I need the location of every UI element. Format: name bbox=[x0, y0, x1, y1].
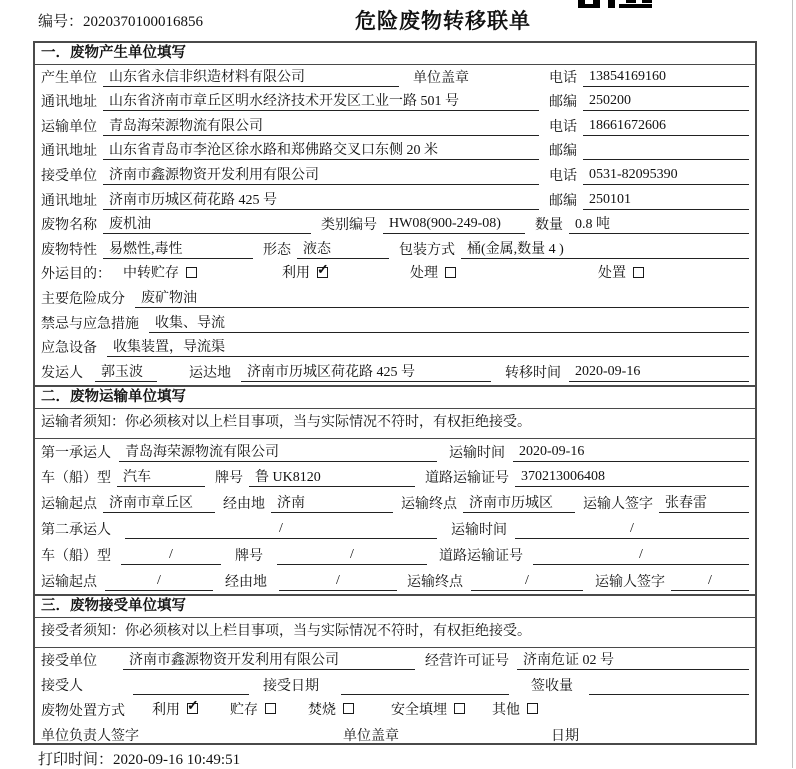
disposal-option-0-label: 利用 bbox=[152, 702, 180, 718]
accept-date-label: 接受日期 bbox=[263, 678, 319, 694]
road-license2-label: 道路运输证号 bbox=[439, 548, 523, 564]
taboo-measures-label: 禁忌与应急措施 bbox=[41, 316, 139, 332]
producer-value: 山东省永信非织造材料有限公司 bbox=[103, 66, 399, 87]
section-producer-title: 一．废物产生单位填写 bbox=[35, 43, 755, 65]
section-receiver bbox=[35, 594, 755, 746]
transfer-time-label: 转移时间 bbox=[505, 365, 561, 381]
road-license2-value: / bbox=[533, 547, 749, 565]
destination-value: 济南市历城区荷花路 425 号 bbox=[241, 361, 491, 382]
shipper-row bbox=[35, 360, 755, 385]
print-time bbox=[38, 748, 240, 769]
purpose-option-3-label: 处置 bbox=[598, 266, 626, 282]
transporter-label: 运输单位 bbox=[41, 119, 97, 135]
terminus-label: 运输终点 bbox=[401, 497, 457, 513]
purpose-option-1-label: 利用 bbox=[282, 266, 310, 282]
quantity-value: 0.8 吨 bbox=[569, 213, 749, 234]
via2-value: / bbox=[279, 573, 397, 591]
purpose-option-0 bbox=[123, 262, 197, 282]
carrier2-signature-label: 运输人签字 bbox=[595, 574, 665, 590]
section-transporter bbox=[35, 385, 755, 594]
packing-value: 桶(金属,数量 4 ) bbox=[461, 238, 749, 259]
waste-form-value: 液态 bbox=[297, 238, 389, 259]
accepting-unit-value: 济南市鑫源物资开发利用有限公司 bbox=[123, 649, 415, 670]
unit-seal-label: 单位盖章 bbox=[413, 70, 469, 86]
category-code-label: 类别编号 bbox=[321, 218, 377, 234]
disposal-method-row bbox=[35, 698, 755, 723]
disposal-checkbox-0[interactable] bbox=[187, 703, 198, 714]
producer-label: 产生单位 bbox=[41, 70, 97, 86]
producer-address-row bbox=[35, 90, 755, 115]
disposal-option-1-label: 贮存 bbox=[230, 702, 258, 718]
acceptor-label: 接受人 bbox=[41, 678, 83, 694]
vehicle2-type-value: / bbox=[121, 547, 221, 565]
transporter-row bbox=[35, 114, 755, 139]
hazard-components-label: 主要危险成分 bbox=[41, 291, 125, 307]
producer-address-value: 山东省济南市章丘区明水经济技术开发区工业一路 501 号 bbox=[103, 90, 539, 111]
origin-value: 济南市章丘区 bbox=[103, 492, 215, 513]
disposal-checkbox-4[interactable] bbox=[527, 703, 538, 714]
carrier2-signature-value: / bbox=[671, 573, 749, 591]
disposal-option-3 bbox=[391, 699, 465, 719]
origin2-value: / bbox=[105, 573, 213, 591]
receiver-notice: 接受者须知：你必须核对以上栏目事项，当与实际情况不符时，有权拒绝接受。 bbox=[35, 618, 755, 648]
purpose-option-3 bbox=[598, 262, 644, 282]
disposal-option-4 bbox=[492, 699, 538, 719]
carrier2-label: 第二承运人 bbox=[41, 522, 111, 538]
producer-zip-label: 邮编 bbox=[549, 95, 577, 111]
carrier-signature-value: 张春雷 bbox=[659, 492, 749, 513]
transporter-address-value: 山东省青岛市李沧区徐水路和郑佛路交叉口东侧 20 米 bbox=[103, 139, 539, 160]
taboo-measures-row bbox=[35, 311, 755, 336]
category-code-value: HW08(900-249-08) bbox=[383, 216, 525, 234]
producer-phone-value: 13854169160 bbox=[583, 69, 749, 87]
carrier2-time-label: 运输时间 bbox=[451, 522, 507, 538]
serial-value: 2020370100016856 bbox=[83, 14, 204, 30]
carrier2-time-value: / bbox=[515, 521, 749, 539]
waste-traits-row bbox=[35, 237, 755, 262]
carrier2-value: / bbox=[125, 521, 437, 539]
viewer-edge-line bbox=[792, 0, 793, 768]
print-time-label: 打印时间： bbox=[38, 752, 114, 768]
carrier2-vehicle-row bbox=[35, 542, 755, 568]
carrier1-time-label: 运输时间 bbox=[449, 445, 505, 461]
purpose-option-2-label: 处理 bbox=[410, 266, 438, 282]
qr-code-fragment-icon bbox=[578, 0, 654, 8]
producer-address-label: 通讯地址 bbox=[41, 95, 97, 111]
receiver-zip-value: 250101 bbox=[583, 192, 749, 210]
disposal-checkbox-3[interactable] bbox=[454, 703, 465, 714]
accepting-unit-label: 接受单位 bbox=[41, 653, 97, 669]
permit-number-value: 济南危证 02 号 bbox=[517, 649, 749, 670]
waste-traits-label: 废物特性 bbox=[41, 242, 97, 258]
transfer-time-value: 2020-09-16 bbox=[569, 364, 749, 382]
road-license-label: 道路运输证号 bbox=[425, 471, 509, 487]
transfer-purpose-row bbox=[35, 262, 755, 287]
page-title: 危险废物转移联单 bbox=[355, 9, 531, 33]
transporter-value: 青岛海荣源物流有限公司 bbox=[103, 115, 539, 136]
section-receiver-title: 三．废物接受单位填写 bbox=[35, 596, 755, 618]
date-value bbox=[589, 727, 749, 745]
manager-signature-value bbox=[197, 727, 329, 745]
destination-label: 运达地 bbox=[189, 365, 231, 381]
receiver-address-row bbox=[35, 188, 755, 213]
unit-seal2-label: 单位盖章 bbox=[343, 728, 399, 744]
manager-signature-row bbox=[35, 723, 755, 746]
terminus2-value: / bbox=[471, 573, 583, 591]
producer-zip-value: 250200 bbox=[583, 93, 749, 111]
disposal-method-label: 废物处置方式 bbox=[41, 703, 125, 719]
receiver-phone-label: 电话 bbox=[549, 168, 577, 184]
disposal-option-1 bbox=[230, 699, 276, 719]
acceptor-row bbox=[35, 673, 755, 698]
receipt-quantity-value bbox=[589, 677, 749, 695]
receiver-address-label: 通讯地址 bbox=[41, 193, 97, 209]
waste-name-value: 废机油 bbox=[103, 213, 311, 234]
purpose-option-1 bbox=[282, 262, 328, 282]
serial-label: 编号： bbox=[38, 14, 84, 30]
carrier2-row bbox=[35, 516, 755, 542]
vehicle2-type-label: 车（船）型 bbox=[41, 548, 111, 564]
purpose-option-2 bbox=[410, 262, 456, 282]
hazard-components-value: 废矿物油 bbox=[135, 287, 749, 308]
emergency-equipment-value: 收集装置，导流渠 bbox=[107, 336, 749, 357]
carrier-signature-label: 运输人签字 bbox=[583, 497, 653, 513]
carrier1-label: 第一承运人 bbox=[41, 445, 111, 461]
road-license-value: 370213006408 bbox=[515, 469, 749, 487]
date-label: 日期 bbox=[551, 728, 579, 744]
carrier1-value: 青岛海荣源物流有限公司 bbox=[119, 441, 437, 462]
section-producer bbox=[35, 43, 755, 385]
vehicle-type-value: 汽车 bbox=[117, 466, 205, 487]
purpose-checkbox-3[interactable] bbox=[633, 267, 644, 278]
plate2-value: / bbox=[277, 547, 427, 565]
plate-value: 鲁 UK8120 bbox=[249, 466, 415, 487]
carrier1-vehicle-row bbox=[35, 465, 755, 491]
transfer-purpose-label: 外运目的： bbox=[41, 267, 111, 283]
vehicle-type-label: 车（船）型 bbox=[41, 471, 111, 487]
disposal-option-2 bbox=[308, 699, 354, 719]
print-time-value: 2020-09-16 10:49:51 bbox=[113, 752, 241, 768]
purpose-checkbox-0[interactable] bbox=[186, 267, 197, 278]
via2-label: 经由地 bbox=[225, 574, 267, 590]
origin2-label: 运输起点 bbox=[41, 574, 97, 590]
disposal-checkbox-2[interactable] bbox=[343, 703, 354, 714]
acceptor-value bbox=[133, 677, 249, 695]
purpose-checkbox-1[interactable] bbox=[317, 267, 328, 278]
producer-phone-label: 电话 bbox=[549, 70, 577, 86]
waste-traits-value: 易燃性,毒性 bbox=[103, 238, 253, 259]
waste-name-row bbox=[35, 213, 755, 238]
waste-name-label: 废物名称 bbox=[41, 218, 97, 234]
purpose-checkbox-2[interactable] bbox=[445, 267, 456, 278]
receiver-address-value: 济南市历城区荷花路 425 号 bbox=[103, 189, 539, 210]
accepting-unit-row bbox=[35, 648, 755, 673]
transporter-phone-label: 电话 bbox=[549, 119, 577, 135]
transporter-address-row bbox=[35, 139, 755, 164]
receiver-phone-value: 0531-82095390 bbox=[583, 167, 749, 185]
disposal-option-0 bbox=[152, 699, 198, 719]
section-transporter-title: 二．废物运输单位填写 bbox=[35, 387, 755, 409]
shipper-label: 发运人 bbox=[41, 365, 83, 381]
receiver-row bbox=[35, 163, 755, 188]
disposal-option-2-label: 焚烧 bbox=[308, 702, 336, 718]
accept-date-value bbox=[341, 677, 509, 695]
plate2-label: 牌号 bbox=[235, 548, 263, 564]
hazard-components-row bbox=[35, 286, 755, 311]
disposal-option-3-label: 安全填埋 bbox=[391, 702, 447, 718]
transporter-address-label: 通讯地址 bbox=[41, 144, 97, 160]
receipt-quantity-label: 签收量 bbox=[531, 678, 573, 694]
transporter-notice: 运输者须知：你必须核对以上栏目事项，当与实际情况不符时，有权拒绝接受。 bbox=[35, 409, 755, 439]
manager-signature-label: 单位负责人签字 bbox=[41, 728, 139, 744]
disposal-option-4-label: 其他 bbox=[492, 702, 520, 718]
terminus2-label: 运输终点 bbox=[407, 574, 463, 590]
receiver-value: 济南市鑫源物资开发利用有限公司 bbox=[103, 164, 539, 185]
producer-row bbox=[35, 65, 755, 90]
terminus-value: 济南市历城区 bbox=[463, 492, 575, 513]
taboo-measures-value: 收集、导流 bbox=[149, 312, 749, 333]
manifest-form bbox=[33, 41, 757, 745]
transporter-phone-value: 18661672606 bbox=[583, 118, 749, 136]
carrier2-route-row bbox=[35, 568, 755, 594]
carrier1-route-row bbox=[35, 490, 755, 516]
carrier1-row bbox=[35, 439, 755, 465]
via-label: 经由地 bbox=[223, 497, 265, 513]
disposal-checkbox-1[interactable] bbox=[265, 703, 276, 714]
emergency-equipment-label: 应急设备 bbox=[41, 341, 97, 357]
waste-form-label: 形态 bbox=[263, 242, 291, 258]
packing-label: 包装方式 bbox=[399, 242, 455, 258]
emergency-equipment-row bbox=[35, 336, 755, 361]
purpose-option-0-label: 中转贮存 bbox=[123, 266, 179, 282]
via-value: 济南 bbox=[271, 492, 393, 513]
carrier1-time-value: 2020-09-16 bbox=[513, 444, 749, 462]
receiver-zip-label: 邮编 bbox=[549, 193, 577, 209]
receiver-label: 接受单位 bbox=[41, 168, 97, 184]
transporter-zip-label: 邮编 bbox=[549, 144, 577, 160]
quantity-label: 数量 bbox=[535, 218, 563, 234]
permit-number-label: 经营许可证号 bbox=[425, 653, 509, 669]
plate-label: 牌号 bbox=[215, 471, 243, 487]
transporter-zip-value bbox=[583, 142, 749, 160]
origin-label: 运输起点 bbox=[41, 497, 97, 513]
shipper-value: 郭玉波 bbox=[95, 361, 157, 382]
